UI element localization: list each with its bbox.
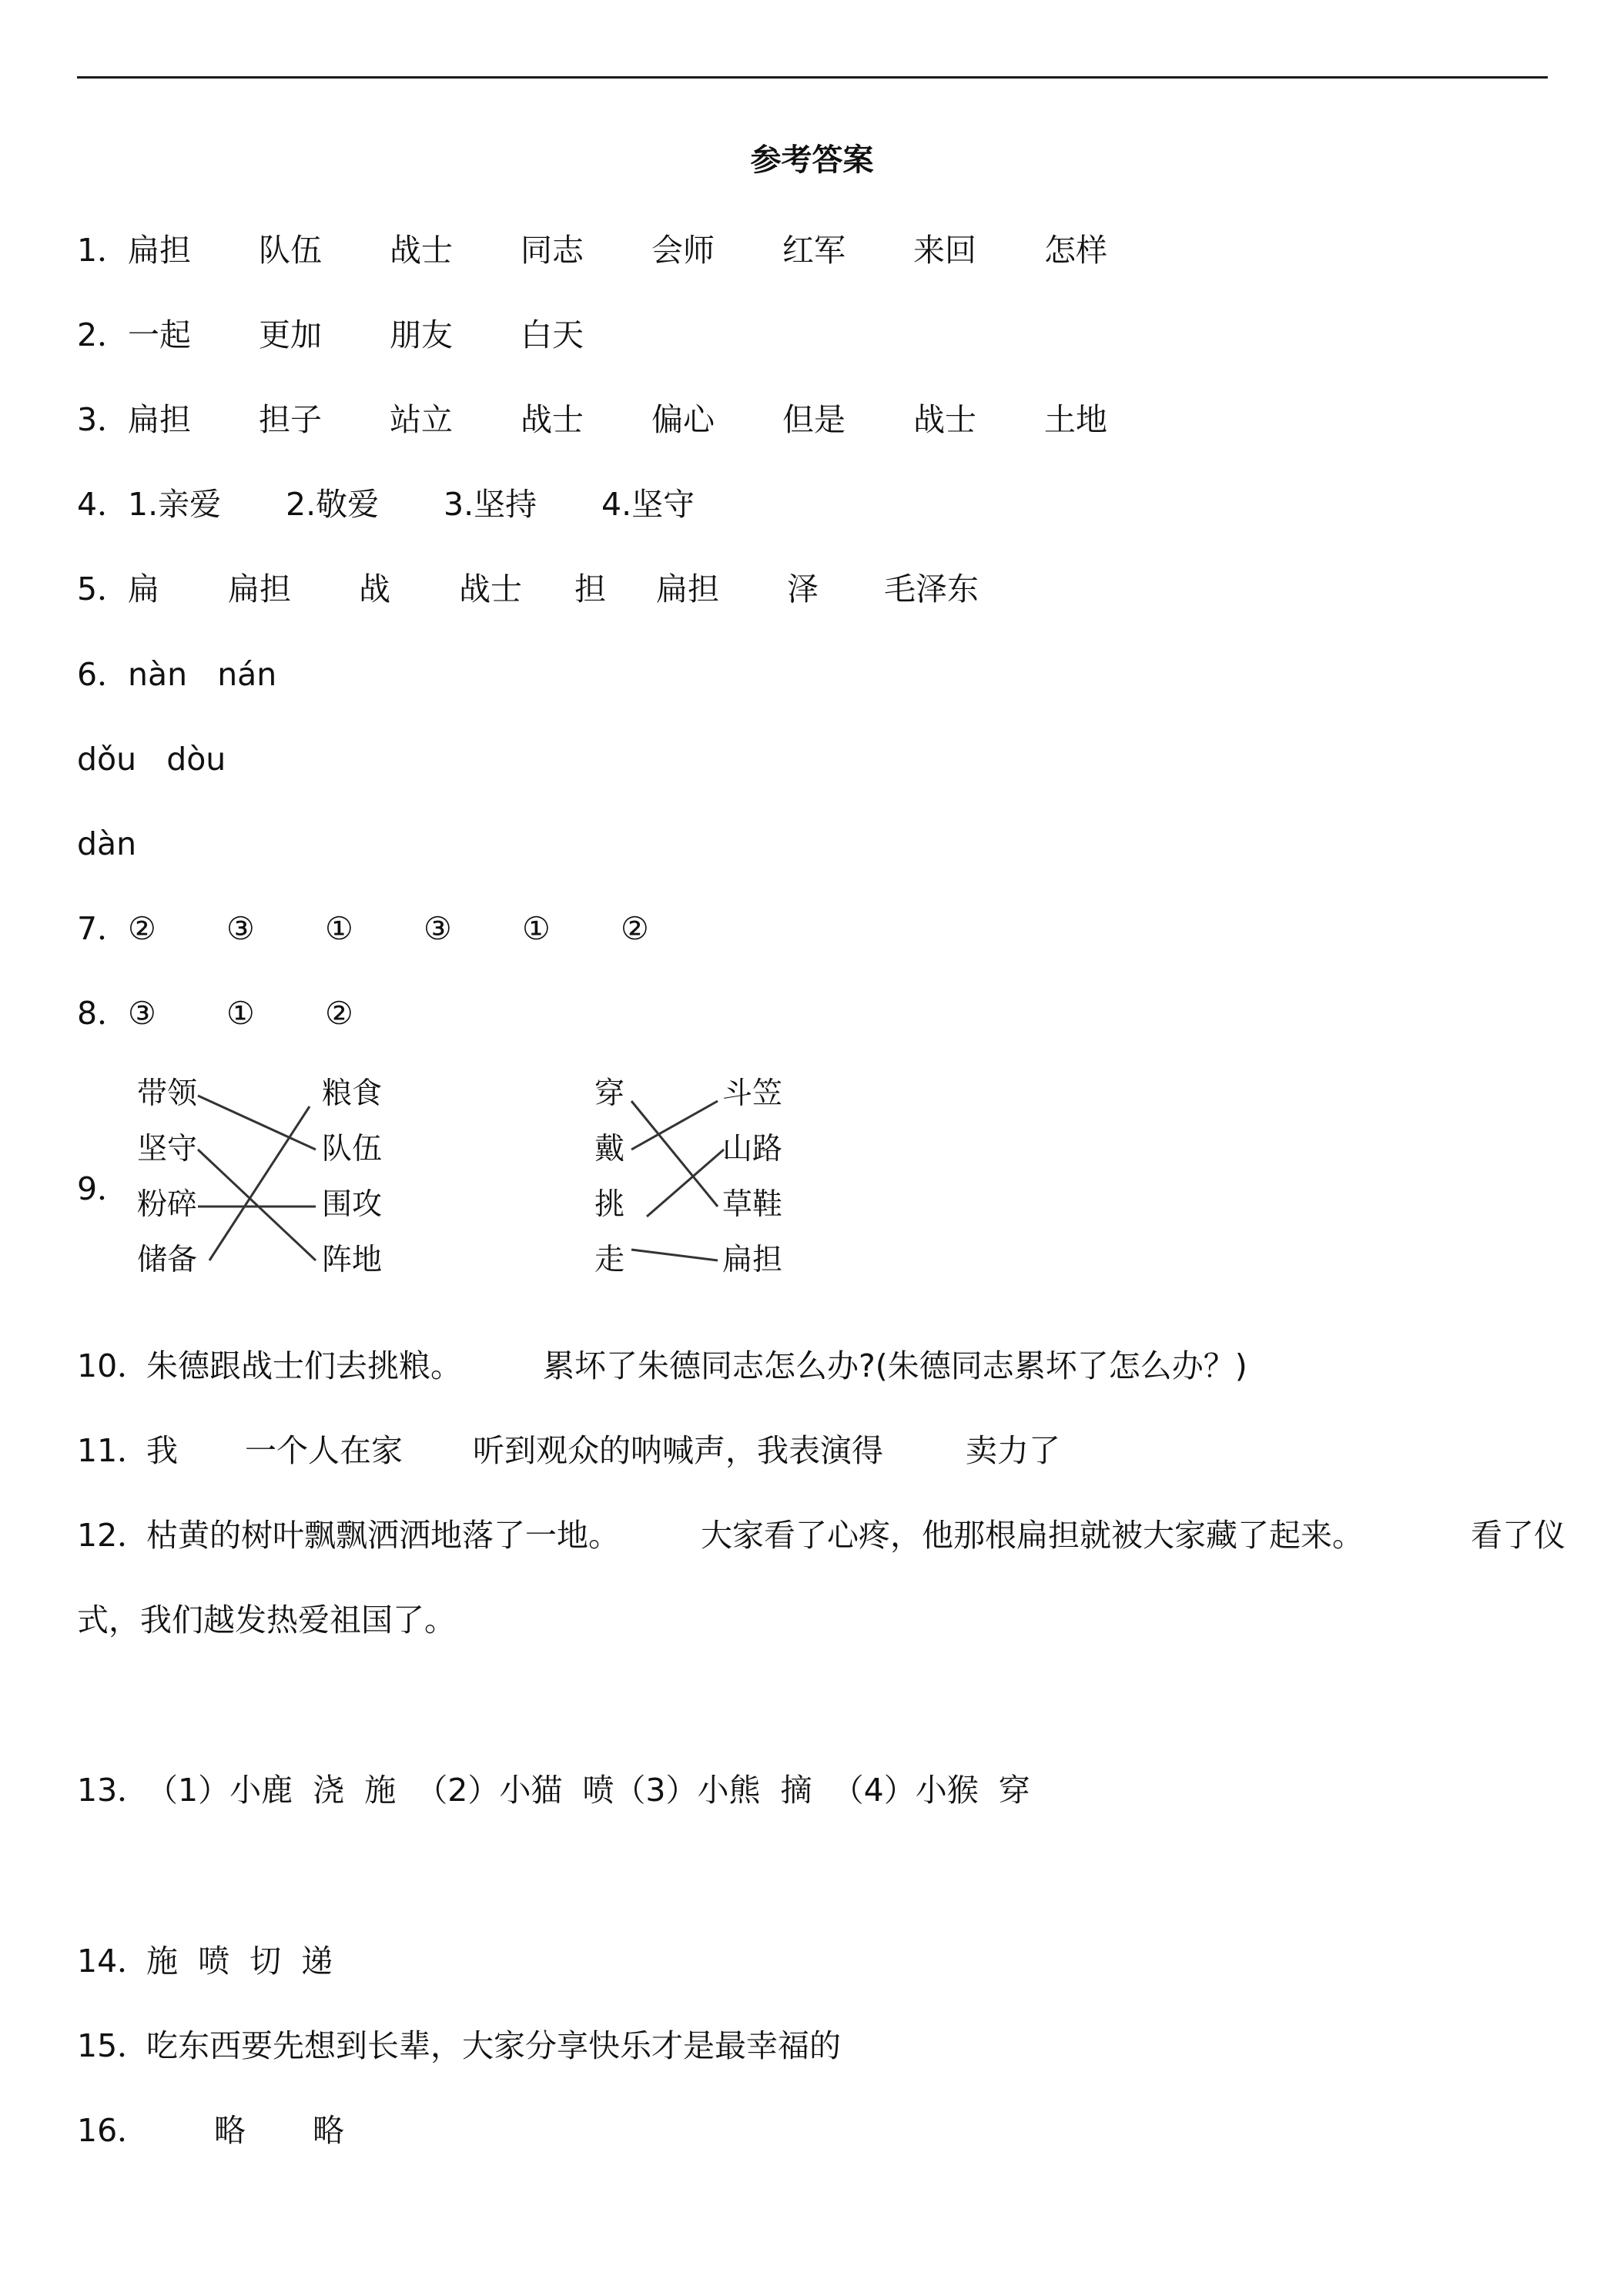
- match-word-left: 走: [594, 1243, 625, 1277]
- answer-number: 8．: [77, 995, 129, 1032]
- answer-item: ①: [522, 910, 551, 947]
- answer-item: ②: [128, 910, 156, 947]
- answer-item: 大家看了心疼，他那根扁担就被大家藏了起来。: [701, 1517, 1364, 1554]
- answer-item: 扁担: [228, 571, 291, 607]
- answer-item: 朱德跟战士们去挑粮。: [146, 1347, 462, 1384]
- answer-item: 听到观众的呐喊声，我表演得: [473, 1432, 883, 1469]
- answer-item: 同志: [521, 232, 584, 269]
- answer-item: 战士: [459, 571, 522, 607]
- answer-item: 略: [313, 2112, 344, 2149]
- answer-item: 卖力了: [966, 1432, 1060, 1469]
- answer-11: [77, 1427, 1060, 1474]
- match-word-left: 穿: [594, 1076, 625, 1111]
- answer-15: [77, 2023, 841, 2069]
- answer-item: ③: [128, 995, 156, 1032]
- match-word-right: 围攻: [322, 1187, 383, 1222]
- answer-number: 11．: [77, 1432, 149, 1469]
- answer-item: 枯黄的树叶飘飘洒洒地落了一地。: [146, 1517, 620, 1554]
- answer-item: ③: [226, 910, 255, 947]
- answer-item: ③: [424, 910, 452, 947]
- answer-item: 扁担: [128, 232, 191, 269]
- pinyin-line: dǒu dòu: [77, 741, 226, 778]
- answer-item: 我: [146, 1432, 178, 1469]
- match-word-left: 坚守: [137, 1132, 198, 1166]
- answer-item: 3.坚持: [444, 486, 537, 523]
- answer-item: 吃东西要先想到长辈，大家分享快乐才是最幸福的: [146, 2027, 841, 2064]
- answer-number: 16．: [77, 2112, 149, 2149]
- answer-item: 会师: [651, 232, 715, 269]
- match-word-right: 扁担: [722, 1243, 783, 1277]
- answer-number: 14．: [77, 1943, 149, 1980]
- match-word-left: 粉碎: [137, 1187, 198, 1222]
- answer-item: 扁担: [128, 401, 191, 438]
- match-line: [198, 1150, 316, 1260]
- answer-number: 13．: [77, 1772, 149, 1809]
- answer-number: 2．: [77, 316, 129, 353]
- match-word-right: 粮食: [322, 1076, 383, 1111]
- answer-item: 扁担: [656, 571, 719, 607]
- answer-item: 担: [574, 571, 606, 607]
- match-line: [647, 1150, 724, 1217]
- match-word-left: 戴: [594, 1132, 625, 1166]
- answer-item: 略: [214, 2112, 246, 2149]
- answer-number: 10．: [77, 1347, 149, 1384]
- match-word-left: 带领: [137, 1076, 198, 1111]
- answer-item: ①: [226, 995, 255, 1032]
- answer-item: 战士: [390, 232, 453, 269]
- answer-item: 一个人在家: [245, 1432, 403, 1469]
- answer-item: 担子: [259, 401, 322, 438]
- answer-item: 战士: [913, 401, 976, 438]
- answer-item: 站立: [390, 401, 453, 438]
- answer-item: （1）小鹿 浇 施 （2）小猫 喷（3）小熊 摘 （4）小猴 穿: [146, 1772, 1030, 1809]
- answer-13: [77, 1767, 1030, 1813]
- answer-item: 红军: [782, 232, 845, 269]
- answer-16: [77, 2107, 344, 2154]
- match-line: [631, 1101, 718, 1207]
- answer-item: 累坏了朱德同志怎么办?(朱德同志累坏了怎么办？): [543, 1347, 1247, 1384]
- answer-item: 土地: [1044, 401, 1107, 438]
- answer-item: 一起: [128, 316, 191, 353]
- answer-12: [77, 1512, 1565, 1558]
- answer-item: 白天: [521, 316, 584, 353]
- pinyin-line: dàn: [77, 825, 137, 862]
- match-word-left: 储备: [137, 1243, 198, 1277]
- answer-number: 5．: [77, 571, 129, 607]
- answer-item: 偏心: [651, 401, 715, 438]
- answer-number: 4．: [77, 486, 129, 523]
- answer-number: 3．: [77, 401, 129, 438]
- answer-item: 队伍: [259, 232, 322, 269]
- pinyin-line: nàn nán: [128, 656, 277, 693]
- answer-item: 施 喷 切 递: [146, 1943, 333, 1980]
- page-title: 参考答案: [750, 142, 874, 178]
- answer-item: 泽: [787, 571, 819, 607]
- answer-item: 更加: [259, 316, 322, 353]
- answer-number: 1．: [77, 232, 129, 269]
- answer-10: [77, 1343, 1247, 1389]
- match-word-right: 斗笠: [722, 1076, 783, 1111]
- answer-item: ②: [621, 910, 649, 947]
- match-line: [631, 1250, 718, 1260]
- answer-item: 扁: [128, 571, 159, 607]
- answer-item: 1.亲爱: [128, 486, 222, 523]
- answer-item: 毛泽东: [884, 571, 979, 607]
- answer-item: 2.敬爱: [286, 486, 380, 523]
- match-word-right: 草鞋: [722, 1187, 783, 1222]
- answer-item: 4.坚守: [601, 486, 695, 523]
- answer-number: 9．: [77, 1170, 129, 1207]
- answer-item: 但是: [782, 401, 845, 438]
- answer-item: 朋友: [390, 316, 453, 353]
- answer-item: 战: [359, 571, 390, 607]
- answer-number: 12．: [77, 1517, 149, 1554]
- match-word-left: 挑: [594, 1187, 625, 1222]
- match-word-right: 阵地: [322, 1243, 383, 1277]
- match-line: [631, 1101, 718, 1150]
- answer-item: 怎样: [1044, 232, 1107, 269]
- answer-number: 6．: [77, 656, 129, 693]
- match-line: [209, 1106, 310, 1260]
- answer-number: 7．: [77, 910, 129, 947]
- answer-item: 战士: [521, 401, 584, 438]
- answer-14: [77, 1938, 333, 1984]
- match-word-right: 队伍: [322, 1132, 383, 1166]
- answer-12-continued: 式，我们越发热爱祖国了。: [77, 1602, 456, 1638]
- answer-item: 来回: [913, 232, 976, 269]
- match-word-right: 山路: [722, 1132, 783, 1166]
- answer-item: ②: [325, 995, 353, 1032]
- answer-item: ①: [325, 910, 353, 947]
- answer-item: 看了仪: [1471, 1517, 1565, 1554]
- answer-number: 15．: [77, 2027, 149, 2064]
